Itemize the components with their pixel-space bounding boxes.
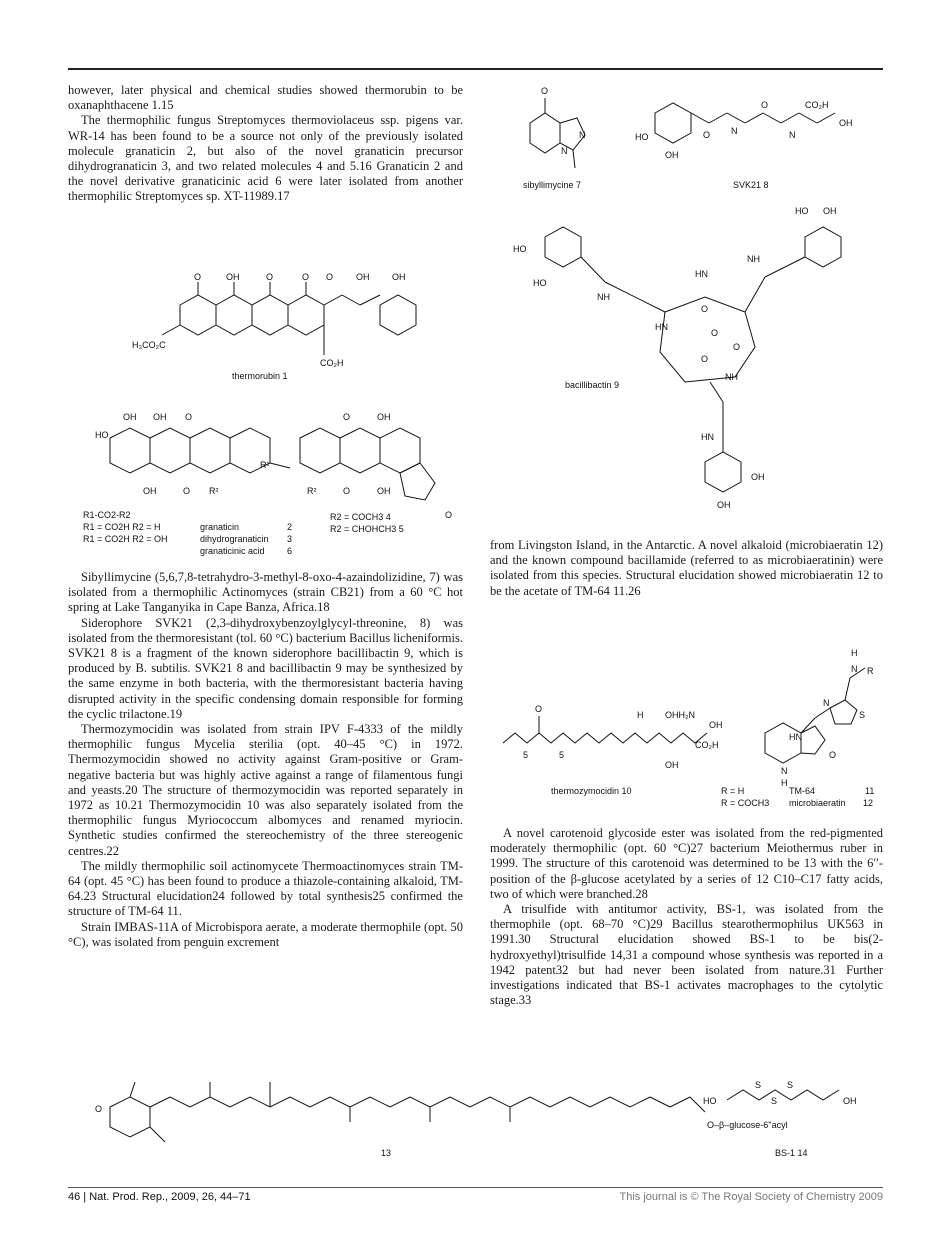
svg-text:R²: R² xyxy=(209,486,219,496)
svg-text:NH: NH xyxy=(725,372,738,382)
svg-text:O: O xyxy=(185,412,193,422)
paragraph: however, later physical and chemical studies showed thermorubin to be oxanaphthacene 1.15 xyxy=(68,83,463,113)
svg-text:S: S xyxy=(787,1080,794,1090)
svg-text:OH: OH xyxy=(665,760,679,770)
svg-text:N: N xyxy=(579,130,586,140)
svg-text:O: O xyxy=(711,328,719,338)
r2-legend-0: R2 = COCH3 4 xyxy=(330,512,391,522)
tm64-name: TM-64 xyxy=(789,786,816,796)
svg-text:O: O xyxy=(326,272,334,282)
paragraph: Sibyllimycine (5,6,7,8-tetrahydro-3-methyl-8-oxo-4-azaindolizidine, 7) was isolated from a thermophilic Actinomyces (strain CB21) from a 60 °C hot spring at Lake Tanganyika in Cape Banza, Africa.18 xyxy=(68,570,463,615)
gran-legend-1c: 2 xyxy=(287,522,293,532)
svg-text:O: O xyxy=(302,272,310,282)
gran-legend-2a: R1 = CO2H R2 = OH xyxy=(83,534,168,544)
bs1-caption: BS-1 14 xyxy=(775,1148,808,1158)
svg-text:N: N xyxy=(789,130,796,140)
svg-text:O: O xyxy=(343,412,351,422)
svg-text:O: O xyxy=(541,86,549,96)
svg-text:O: O xyxy=(535,704,543,714)
svg-text:OH: OH xyxy=(377,486,391,496)
granaticin-figure xyxy=(75,408,465,558)
svg-text:S: S xyxy=(771,1096,778,1106)
svg-text:OH: OH xyxy=(717,500,731,510)
svg-text:5: 5 xyxy=(523,750,529,760)
svg-text:O: O xyxy=(266,272,274,282)
paragraph: The mildly thermophilic soil actinomycete Thermoactinomyces strain TM-64 (opt. 45 °C) has been found to produce a thiazole-containing alkaloid, TM-64.23 Structural elucidation24 followed by total synthesis25 confirmed the structure of TM-64 11. xyxy=(68,858,463,919)
svg-text:HN: HN xyxy=(789,732,802,742)
svg-text:HO: HO xyxy=(95,430,109,440)
svg-text:O: O xyxy=(733,342,741,352)
paragraph: A trisulfide with antitumor activity, BS-1, was isolated from the thermophile (opt. 68–70 °C)29 Bacillus stearothermophilus UK563 in 1991.30 Structural elucidation showed BS-1 to be bis(2-hydroxyethyl)trisulfide 14,31 a compound whose synthesis was reported in a 1942 patent32 but had never been isolated from nature.31 Further investigations indicated that BS-1 activates macrophages to the cytolytic stage.33 xyxy=(490,902,883,1008)
svg-text:OH: OH xyxy=(843,1096,857,1106)
svg-text:H: H xyxy=(781,778,788,788)
tm64-r: R = H xyxy=(721,786,745,796)
svg-text:N: N xyxy=(851,664,858,674)
svg-text:O: O xyxy=(95,1104,103,1114)
gran-legend-0: R1-CO2-R2 xyxy=(83,510,131,520)
r2-legend-1: R2 = CHOHCH3 5 xyxy=(330,524,404,534)
footer-copyright: This journal is © The Royal Society of Chemistry 2009 xyxy=(619,1191,883,1203)
gran-legend-1b: granaticin xyxy=(200,522,240,532)
svg-text:R: R xyxy=(867,666,874,676)
svg-text:HO: HO xyxy=(703,1096,717,1106)
svg-text:NH: NH xyxy=(597,292,610,302)
svg-text:HN: HN xyxy=(701,432,714,442)
svg-text:OH: OH xyxy=(123,412,137,422)
carotenoid-num: 13 xyxy=(381,1148,392,1158)
svg-text:O: O xyxy=(701,354,709,364)
svg-text:N: N xyxy=(731,126,738,136)
svg-text:HO: HO xyxy=(533,278,547,288)
paragraph: from Livingston Island, in the Antarctic. A novel alkaloid (microbiaeratin 12) and the known compound bacillamide (referred to as microbiaeratinin) were isolated from this species. Structural elucidation showed microbiaeratin 12 to be the acetate of TM-64 11.26 xyxy=(490,538,883,598)
svg-text:OH: OH xyxy=(839,118,853,128)
sibyllimycine-figure xyxy=(505,78,885,198)
svg-text:OH: OH xyxy=(392,272,406,282)
svg-text:OH: OH xyxy=(226,272,240,282)
mb-num: 12 xyxy=(863,798,874,808)
svg-text:N: N xyxy=(561,146,568,156)
svg-text:CO₂H: CO₂H xyxy=(805,100,829,110)
paragraph: Siderophore SVK21 (2,3-dihydroxybenzoylglycyl-threonine, 8) was isolated from the thermoresistant (tol. 60 °C) bacterium Bacillus licheniformis. SVK21 8 is a fragment of the known siderophore bacillibactin 9, which is produced by B. subtilis. SVK21 8 and bacillibactin 9 may be synthesized by the same enzyme in both bacteria, with the thermoresistant bacteria having disrupted activity in the specific condensing domain responsible for forming the cyclic trilactone.19 xyxy=(68,615,463,721)
svg-text:S: S xyxy=(859,710,866,720)
right-column-main xyxy=(490,826,883,1008)
svg-text:OH: OH xyxy=(709,720,723,730)
gran-legend-3b: granaticinic acid xyxy=(200,546,265,556)
svg-text:H: H xyxy=(851,648,858,658)
svg-text:HO: HO xyxy=(635,132,649,142)
left-column-top xyxy=(68,83,463,205)
carotenoid-figure xyxy=(95,1062,875,1172)
svg-text:N: N xyxy=(823,698,830,708)
svg-text:OHH₂N: OHH₂N xyxy=(665,710,695,720)
svg-text:OH: OH xyxy=(665,150,679,160)
svg-text:HN: HN xyxy=(695,269,708,279)
svg-text:CO₂H: CO₂H xyxy=(320,358,344,368)
mb-name: microbiaeratin xyxy=(789,798,846,808)
carotenoid-sub: O–β–glucose-6''acyl xyxy=(707,1120,788,1130)
gran-legend-3c: 6 xyxy=(287,546,293,556)
mb-r: R = COCH3 xyxy=(721,798,770,808)
left-column-main xyxy=(68,570,463,950)
svg-text:OH: OH xyxy=(143,486,157,496)
svg-text:HO: HO xyxy=(513,244,527,254)
svg-text:O: O xyxy=(183,486,191,496)
svg-text:CO₂H: CO₂H xyxy=(695,740,719,750)
paragraph: The thermophilic fungus Streptomyces thermoviolaceus ssp. pigens var. WR-14 has been found to be a source not only of the previously isolated molecule granaticin 2, but also of the novel granaticin precursor dihydrogranaticin 3, and two related molecules 4 and 5.16 Granaticin 2 and the novel derivative granaticinic acid 6 were later isolated from another thermophilic Streptomyces sp. XT-11989.17 xyxy=(68,113,463,204)
footer-citation: 46 | Nat. Prod. Rep., 2009, 26, 44–71 xyxy=(68,1191,251,1203)
gran-legend-1a: R1 = CO2H R2 = H xyxy=(83,522,161,532)
svg-text:OH: OH xyxy=(377,412,391,422)
svg-text:H: H xyxy=(637,710,644,720)
svg-text:R¹: R¹ xyxy=(260,460,270,470)
thermozymocidin-caption: thermozymocidin 10 xyxy=(551,786,632,796)
svg-text:O: O xyxy=(343,486,351,496)
paragraph: Thermozymocidin was isolated from strain IPV F-4333 of the mildly thermophilic fungus Mycelia sterilia (opt. 40–45 °C) in 1972. Thermozymocidin showed no activity against Gram-positive or Gram-negative bacteria but was highly active against a range of filamentous fungi and yeasts.20 The structure of thermozymocidin was reported separately in 1972 as 10.21 Thermozymocidin 10 was also separately isolated from the thermophilic fungus Myriococcum albomyces and renamed myriocin. Synthetic studies confirmed the stereochemistry of the three stereogenic centres.22 xyxy=(68,722,463,858)
bacillibactin-figure xyxy=(505,202,885,522)
svg-text:O: O xyxy=(761,100,769,110)
thermorubin-figure xyxy=(110,270,430,390)
svg-text:O: O xyxy=(445,510,453,520)
svg-text:OH: OH xyxy=(751,472,765,482)
right-column-top xyxy=(490,538,883,599)
svg-text:H₃CO₂C: H₃CO₂C xyxy=(132,340,166,350)
svg-text:OH: OH xyxy=(356,272,370,282)
svg-text:NH: NH xyxy=(747,254,760,264)
svg-text:O: O xyxy=(701,304,709,314)
svg-text:5: 5 xyxy=(559,750,565,760)
svg-text:OH: OH xyxy=(823,206,837,216)
tm64-num: 11 xyxy=(865,786,875,796)
svg-text:S: S xyxy=(755,1080,762,1090)
bacillibactin-caption: bacillibactin 9 xyxy=(565,380,620,390)
footer-rule xyxy=(68,1187,883,1188)
svg-text:R²: R² xyxy=(307,486,317,496)
gran-legend-2b: dihydrogranaticin xyxy=(200,534,269,544)
svg-text:N: N xyxy=(781,766,788,776)
thermorubin-caption: thermorubin 1 xyxy=(232,371,288,381)
header-rule xyxy=(68,68,883,70)
svg-text:HN: HN xyxy=(655,322,668,332)
paragraph: Strain IMBAS-11A of Microbispora aerate, a moderate thermophile (opt. 50 °C), was isolated from penguin excrement xyxy=(68,919,463,949)
svg-text:O: O xyxy=(194,272,202,282)
svk21-caption: SVK21 8 xyxy=(733,180,769,190)
thermozymocidin-figure xyxy=(495,648,885,813)
svg-text:OH: OH xyxy=(153,412,167,422)
gran-legend-2c: 3 xyxy=(287,534,293,544)
svg-text:HO: HO xyxy=(795,206,809,216)
paragraph: A novel carotenoid glycoside ester was isolated from the red-pigmented moderately thermophilic (opt. 60 °C)27 bacterium Meiothermus ruber in 1999. The structure of this carotenoid was determined to be 13 with the 6′′-position of the β-glucose acetylated by a series of 12 C10–C17 fatty acids, two of which were branched.28 xyxy=(490,826,883,901)
svg-text:O: O xyxy=(829,750,837,760)
svg-text:O: O xyxy=(703,130,711,140)
sibyllimycine-caption: sibyllimycine 7 xyxy=(523,180,582,190)
